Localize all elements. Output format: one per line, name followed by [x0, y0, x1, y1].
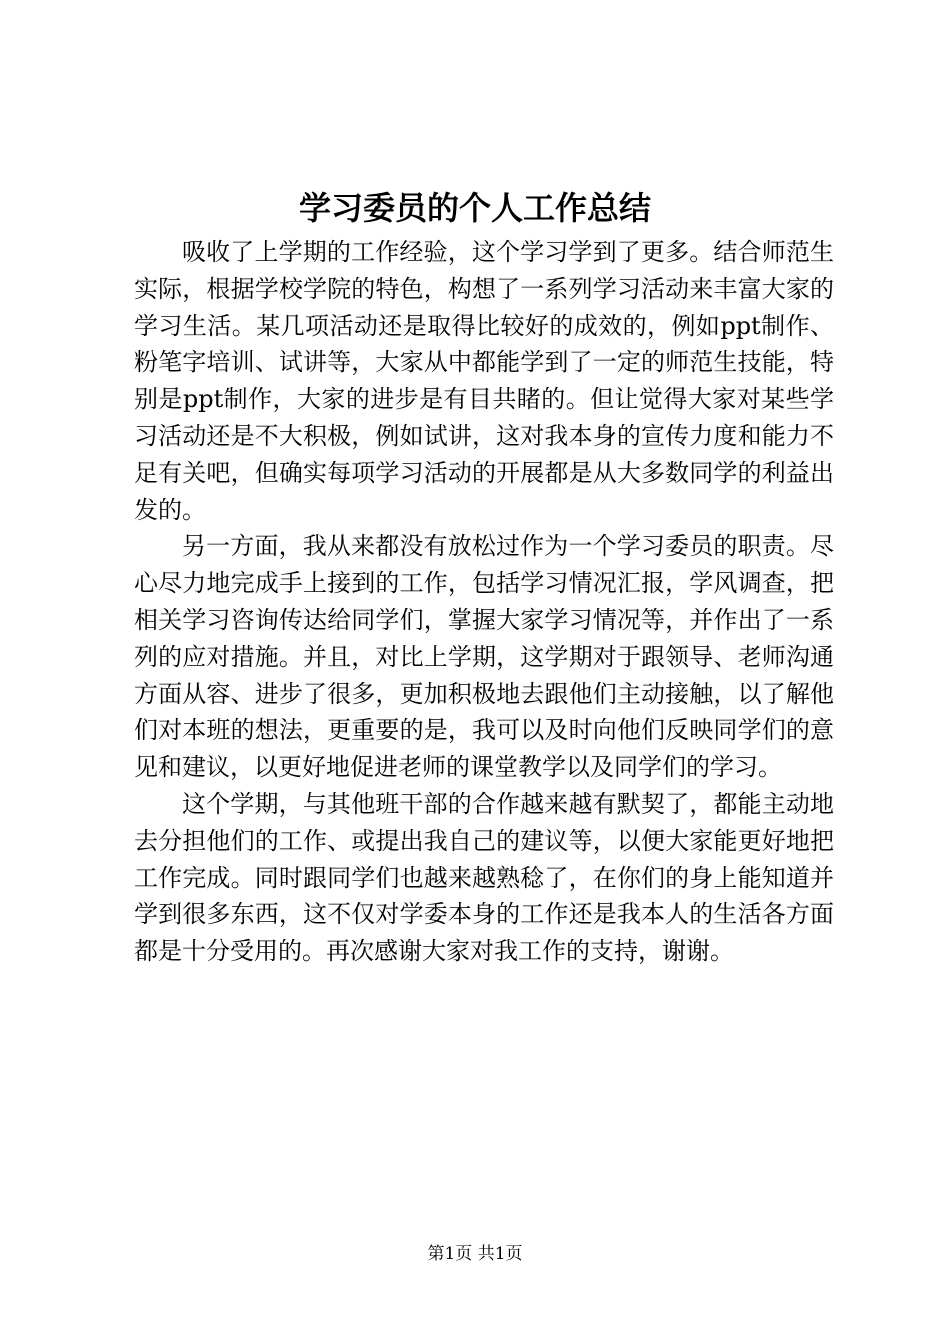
document-body [134, 234, 834, 970]
page-footer: 第1页 共1页 [427, 1244, 523, 1264]
paragraph-3: 这个学期，与其他班干部的合作越来越有默契了，都能主动地去分担他们的工作、或提出我自己的建议等，以便大家能更好地把工作完成。同时跟同学们也越来越熟稔了，在你们的身上能知道并学到很多东西，这不仅对学委本身的工作还是我本人的生活各方面都是十分受用的。再次感谢大家对我工作的支持，谢谢。 [134, 789, 834, 966]
document-title: 学习委员的个人工作总结 [298, 189, 651, 227]
paragraph-2: 另一方面，我从来都没有放松过作为一个学习委员的职责。尽心尽力地完成手上接到的工作，包括学习情况汇报，学风调查，把相关学习咨询传达给同学们，掌握大家学习情况等，并作出了一系列的应对措施。并且，对比上学期，这学期对于跟领导、老师沟通方面从容、进步了很多，更加积极地去跟他们主动接触，以了解他们对本班的想法，更重要的是，我可以及时向他们反映同学们的意见和建议，以更好地促进老师的课堂教学以及同学们的学习。 [134, 532, 834, 782]
paragraph-1: 吸收了上学期的工作经验，这个学习学到了更多。结合师范生实际，根据学校学院的特色，构想了一系列学习活动来丰富大家的学习生活。某几项活动还是取得比较好的成效的，例如ppt制作、粉笔字培训、试讲等，大家从中都能学到了一定的师范生技能，特别是ppt制作，大家的进步是有目共睹的。但让觉得大家对某些学习活动还是不大积极，例如试讲，这对我本身的宣传力度和能力不足有关吧，但确实每项学习活动的开展都是从大多数同学的利益出发的。 [134, 238, 834, 524]
